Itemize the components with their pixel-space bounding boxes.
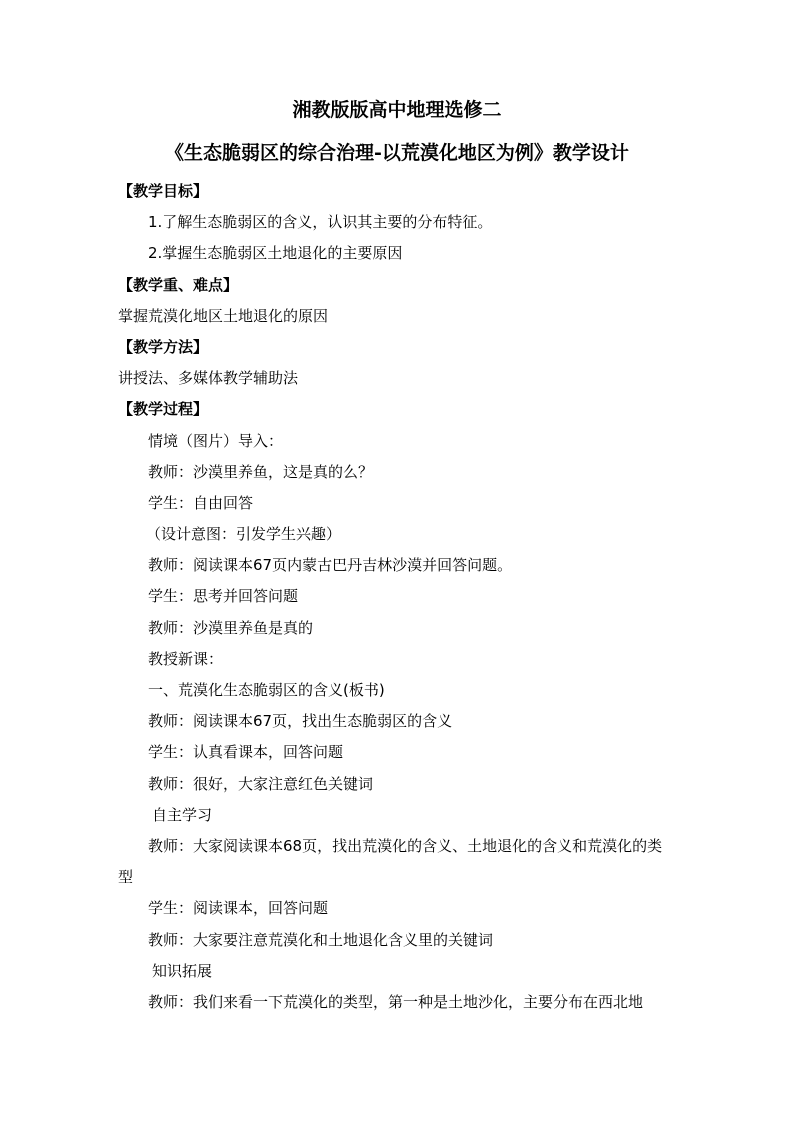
process-line: 一、荒漠化生态脆弱区的含义(板书) bbox=[148, 681, 385, 699]
process-line: 学生：自由回答 bbox=[148, 493, 254, 512]
process-line: 情境（图片）导入： bbox=[148, 431, 284, 450]
process-line: 教师：阅读课本67页，找出生态脆弱区的含义 bbox=[148, 712, 453, 731]
document-subtitle: 《生态脆弱区的综合治理-以荒漠化地区为例》教学设计 bbox=[165, 142, 629, 164]
process-paragraph: 教师：大家阅读课本68页，找出荒漠化的含义、土地退化的含义和荒漠化的类型 bbox=[118, 836, 663, 887]
process-line: 教师：很好，大家注意红色关键词 bbox=[148, 774, 374, 793]
document-body bbox=[118, 176, 678, 1018]
process-line: 学生：认真看课本，回答问题 bbox=[148, 743, 344, 762]
process-line: 知识拓展 bbox=[152, 961, 213, 980]
process-line: 学生：阅读课本，回答问题 bbox=[148, 899, 329, 918]
objective-item-1: 1.了解生态脆弱区的含义，认识其主要的分布特征。 bbox=[148, 213, 493, 232]
process-line: 学生：思考并回答问题 bbox=[148, 587, 299, 606]
process-line: 自主学习 bbox=[152, 805, 213, 824]
process-line: 教授新课： bbox=[148, 649, 224, 668]
methods-text: 讲授法、多媒体教学辅助法 bbox=[118, 369, 299, 388]
process-line: 教师：沙漠里养鱼，这是真的么？ bbox=[148, 462, 374, 481]
key-points-text: 掌握荒漠化地区土地退化的原因 bbox=[118, 306, 329, 325]
section-heading-process: 【教学过程】 bbox=[118, 400, 209, 419]
section-heading-key-points: 【教学重、难点】 bbox=[118, 275, 239, 294]
section-heading-methods: 【教学方法】 bbox=[118, 337, 209, 356]
document-title: 湘教版版高中地理选修二 bbox=[292, 99, 502, 121]
process-line: 教师：大家要注意荒漠化和土地退化含义里的关键词 bbox=[148, 930, 494, 949]
process-line: 教师：沙漠里养鱼是真的 bbox=[148, 618, 314, 637]
objective-item-2: 2.掌握生态脆弱区土地退化的主要原因 bbox=[148, 244, 403, 263]
process-line: 教师：我们来看一下荒漠化的类型，第一种是土地沙化，主要分布在西北地 bbox=[148, 992, 644, 1011]
process-line: 教师：阅读课本67页内蒙古巴丹吉林沙漠并回答问题。 bbox=[148, 556, 513, 575]
section-heading-objectives: 【教学目标】 bbox=[118, 182, 209, 200]
process-line: （设计意图：引发学生兴趣） bbox=[146, 525, 342, 544]
